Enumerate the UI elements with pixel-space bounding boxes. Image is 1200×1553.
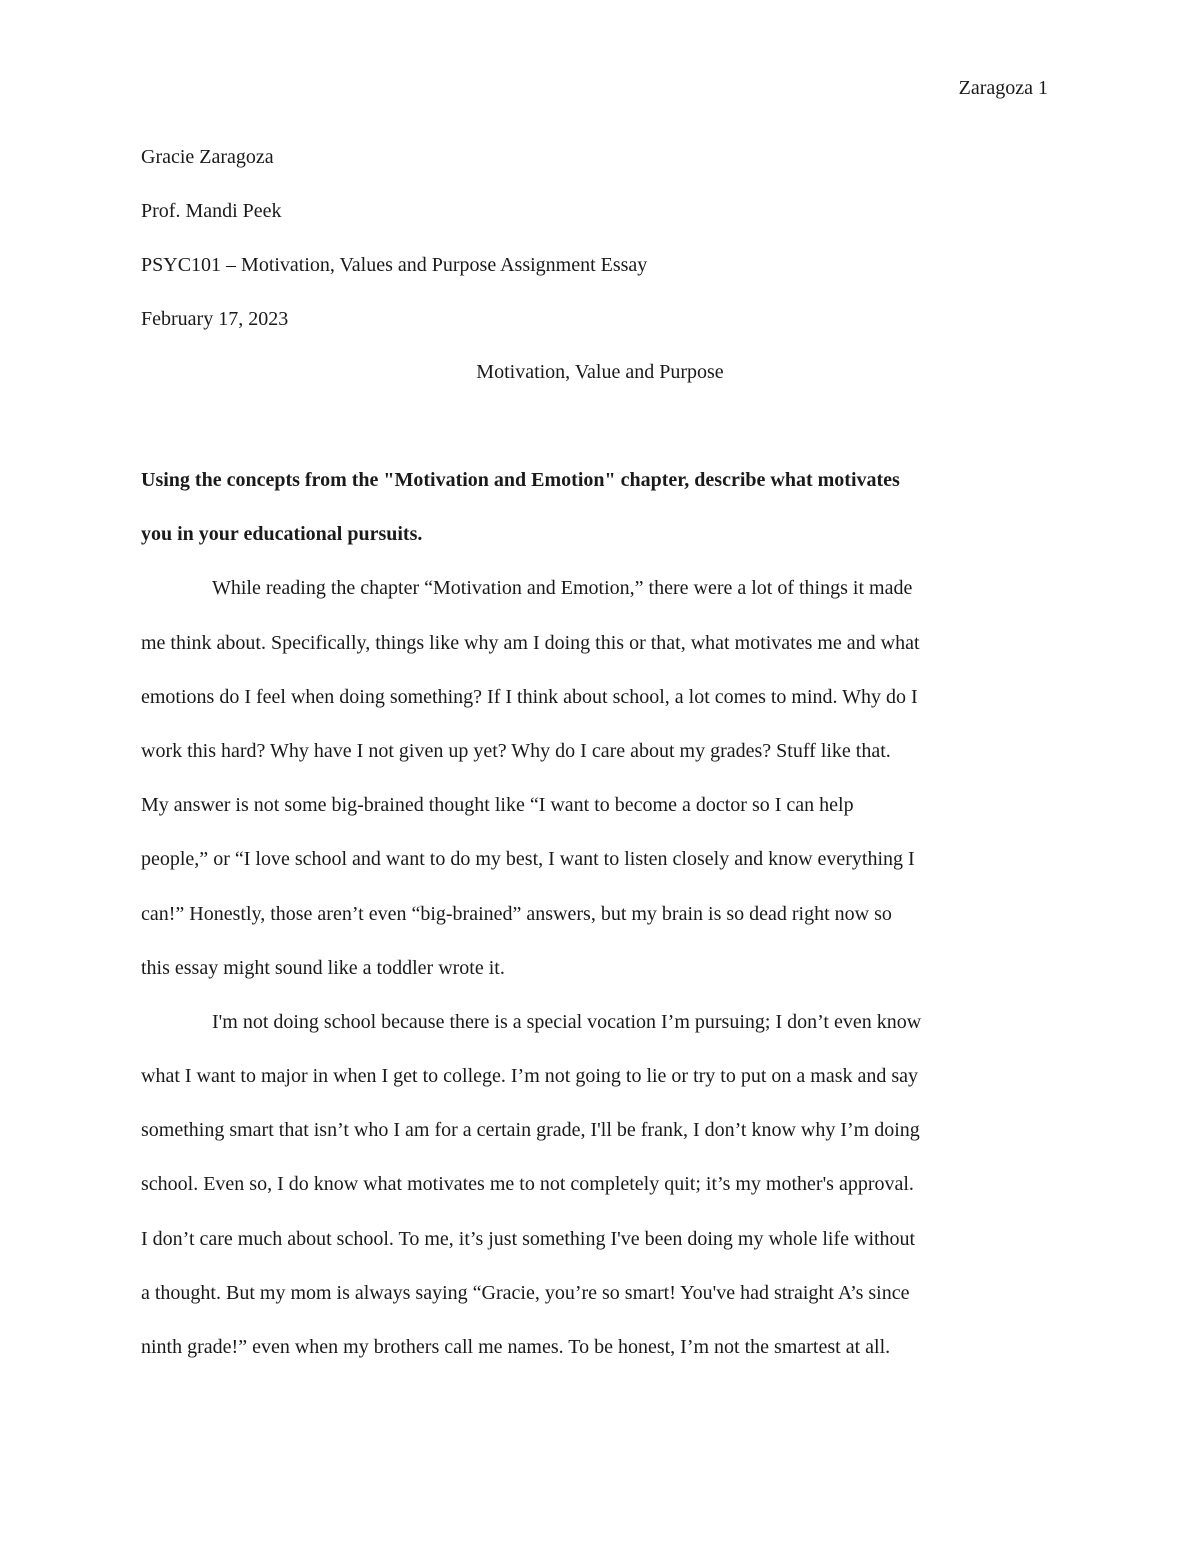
- paragraph-line: I'm not doing school because there is a special vocation I’m pursuing; I don’t even know: [212, 1010, 922, 1033]
- paragraph-line: My answer is not some big-brained thought like “I want to become a doctor so I can help: [141, 794, 854, 817]
- prompt-line: you in your educational pursuits.: [141, 523, 423, 546]
- instructor-name: Prof. Mandi Peek: [141, 200, 282, 222]
- prompt-line: Using the concepts from the "Motivation and Emotion" chapter, describe what motivates: [141, 469, 900, 491]
- paragraph-line: emotions do I feel when doing something? If I think about school, a lot comes to mind. Why do I: [141, 685, 918, 708]
- paragraph-line: work this hard? Why have I not given up yet? Why do I care about my grades? Stuff like that.: [141, 739, 891, 762]
- heading-block: [141, 143, 1061, 359]
- course-name: PSYC101 – Motivation, Values and Purpose Assignment Essay: [141, 254, 648, 276]
- assignment-date: February 17, 2023: [141, 308, 289, 330]
- essay-body: [141, 466, 1061, 1387]
- paragraph-line: ninth grade!” even when my brothers call me names. To be honest, I’m not the smartest at all.: [141, 1336, 891, 1358]
- paragraph-line: school. Even so, I do know what motivates me to not completely quit; it’s my mother's approval.: [141, 1173, 914, 1196]
- paragraph-line: can!” Honestly, those aren’t even “big-brained” answers, but my brain is so dead right now so: [141, 902, 892, 925]
- paragraph-line: I don’t care much about school. To me, it’s just something I've been doing my whole life without: [141, 1227, 916, 1250]
- paragraph-line: what I want to major in when I get to college. I’m not going to lie or try to put on a mask and say: [141, 1065, 919, 1088]
- paragraph-line: people,” or “I love school and want to do my best, I want to listen closely and know everything I: [141, 848, 915, 871]
- paragraph-line: While reading the chapter “Motivation and Emotion,” there were a lot of things it made: [212, 577, 913, 600]
- paragraph-line: me think about. Specifically, things like why am I doing this or that, what motivates me and what: [141, 631, 920, 654]
- author-name: Gracie Zaragoza: [141, 146, 274, 168]
- paragraph-line: something smart that isn’t who I am for a certain grade, I'll be frank, I don’t know why I’m doing: [141, 1119, 920, 1142]
- paragraph-line: a thought. But my mom is always saying “Gracie, you’re so smart! You've had straight A’s since: [141, 1281, 910, 1304]
- running-header: Zaragoza 1: [958, 77, 1048, 99]
- paragraph-line: this essay might sound like a toddler wrote it.: [141, 956, 505, 979]
- essay-title: Motivation, Value and Purpose: [476, 361, 724, 383]
